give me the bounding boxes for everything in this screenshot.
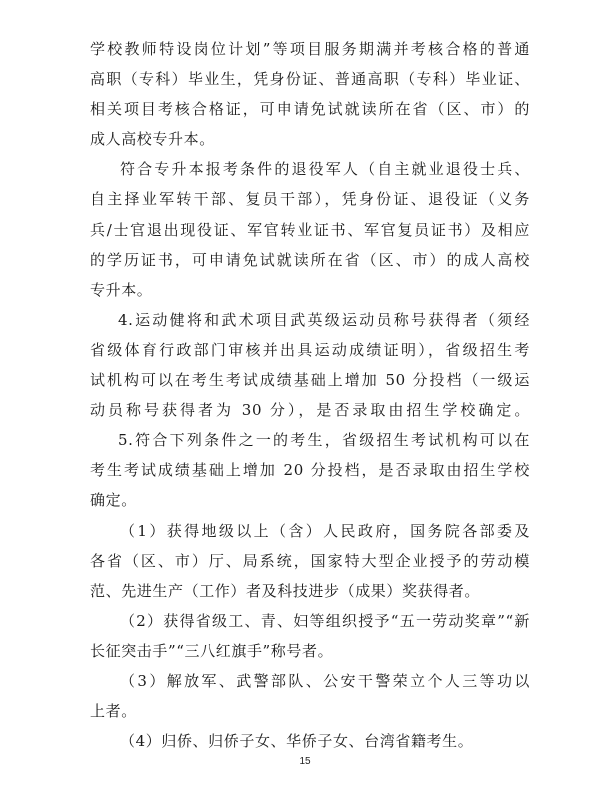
text-line: 自主择业军转干部、复员干部），凭身份证、退役证（义务 — [90, 190, 530, 209]
list-item-first-line: （4）归侨、归侨子女、华侨子女、台湾省籍考生。 — [120, 732, 474, 751]
paragraph-first-line: 5.符合下列条件之一的考生，省级招生考试机构可以在 — [118, 431, 530, 450]
text-line: 动员称号获得者为 30 分），是否录取由招生学校确定。 — [90, 401, 530, 420]
text-line: 上者。 — [90, 702, 137, 721]
text-line: 长征突击手”“三八红旗手”称号者。 — [90, 641, 334, 660]
list-item-first-line: （1）获得地级以上（含）人民政府，国务院各部委及 — [120, 521, 530, 540]
paragraph-first-line: 4.运动健将和武术项目武英级运动员称号获得者（须经 — [118, 310, 530, 329]
text-line: 兵/士官退出现役证、军官转业证书、军官复员证书）及相应 — [90, 220, 530, 239]
page-number: 15 — [299, 756, 311, 767]
text-line: 省级体育行政部门审核并出具运动成绩证明），省级招生考 — [90, 340, 530, 359]
list-item-first-line: （3）解放军、武警部队、公安干警荣立个人三等功以 — [120, 671, 530, 690]
text-line: 高职（专科）毕业生，凭身份证、普通高职（专科）毕业证、 — [90, 70, 530, 89]
text-line: 考生考试成绩基础上增加 20 分投档，是否录取由招生学校 — [90, 461, 530, 480]
text-line: 学校教师特设岗位计划”等项目服务期满并考核合格的普通 — [90, 40, 530, 58]
body-text — [90, 34, 530, 756]
text-line: 的学历证书，可申请免试就读所在省（区、市）的成人高校 — [90, 250, 530, 269]
text-line: 各省（区、市）厅、局系统，国家特大型企业授予的劳动模 — [90, 551, 530, 570]
text-line: 试机构可以在考生考试成绩基础上增加 50 分投档（一级运 — [90, 371, 530, 390]
text-line: 专升本。 — [90, 280, 153, 299]
text-line: 确定。 — [90, 491, 137, 510]
text-line: 相关项目考核合格证，可申请免试就读所在省（区、市）的 — [90, 100, 530, 119]
list-item-first-line: （2）获得省级工、青、妇等组织授予“五一劳动奖章”“新 — [120, 611, 530, 630]
text-line: 成人高校专升本。 — [90, 130, 215, 149]
text-line: 范、先进生产（工作）者及科技进步（成果）奖获得者。 — [90, 581, 481, 600]
paragraph-first-line: 符合专升本报考条件的退役军人（自主就业退役士兵、 — [120, 160, 530, 179]
